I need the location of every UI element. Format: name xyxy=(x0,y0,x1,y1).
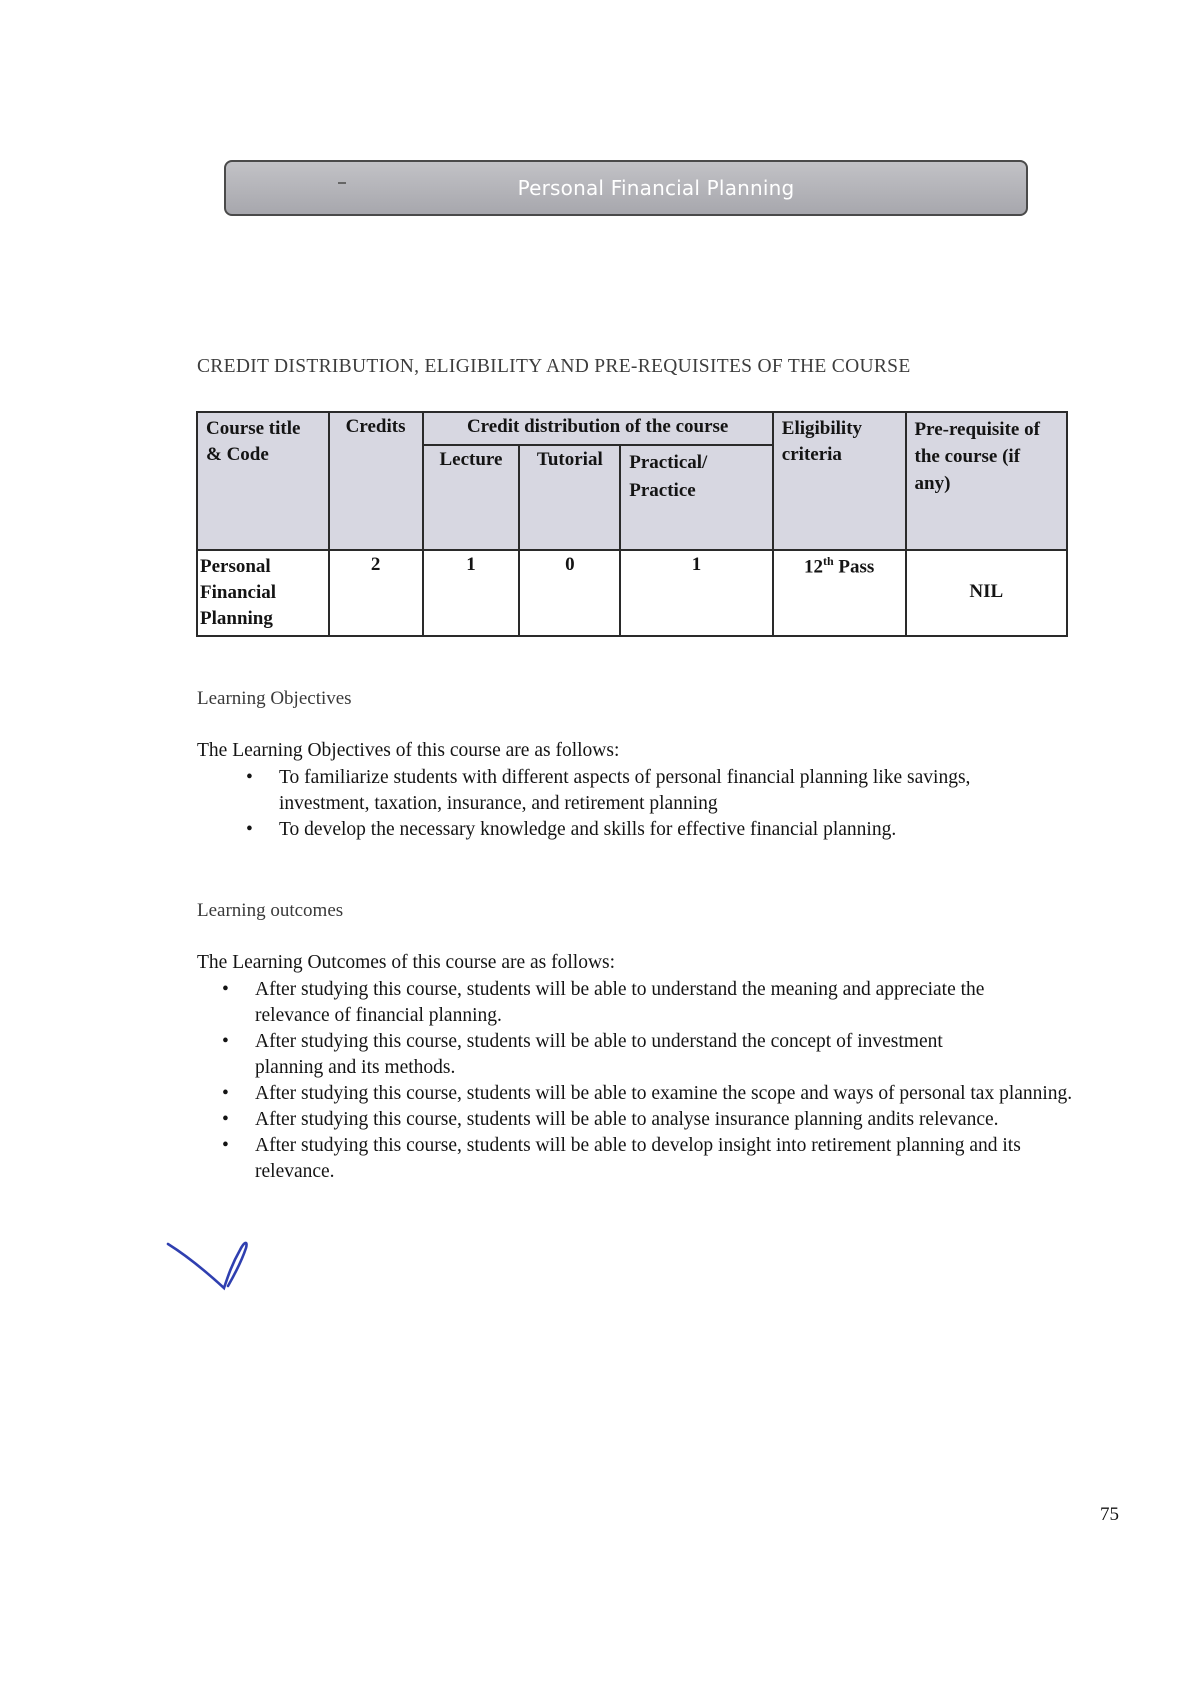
cell-eligibility xyxy=(773,550,906,636)
cell-tutorial: 0 xyxy=(519,550,620,636)
credit-distribution-heading: CREDIT DISTRIBUTION, ELIGIBILITY AND PRE-REQUISITES OF THE COURSE xyxy=(197,356,911,377)
banner-dash xyxy=(338,182,346,184)
header-eligibility xyxy=(773,412,906,550)
header-tutorial: Tutorial xyxy=(519,445,620,550)
table-row xyxy=(197,550,1067,636)
header-eligibility-text: Eligibility criteria xyxy=(781,418,863,465)
bullet-icon: • xyxy=(222,979,229,1000)
header-credits: Credits xyxy=(329,412,423,550)
header-prerequisite xyxy=(906,412,1067,550)
bullet-icon: • xyxy=(222,1083,229,1104)
table-header-row xyxy=(197,412,1067,445)
list-item xyxy=(246,765,1026,817)
header-practical-text: Practical/ Practice xyxy=(629,452,708,501)
signature-icon xyxy=(166,1236,266,1296)
header-lecture: Lecture xyxy=(423,445,520,550)
list-item-text: After studying this course, students will be able to examine the scope and ways of personal tax planning. xyxy=(255,1083,1073,1104)
banner-title: Personal Financial Planning xyxy=(517,176,795,200)
page-number: 75 xyxy=(1100,1504,1119,1525)
learning-objectives-intro: The Learning Objectives of this course are as follows: xyxy=(197,740,620,761)
header-course-title xyxy=(197,412,329,550)
learning-objectives-heading: Learning Objectives xyxy=(197,688,352,709)
cell-course-name xyxy=(197,550,329,636)
cell-credits: 2 xyxy=(329,550,423,636)
credit-distribution-table xyxy=(196,411,1068,637)
list-item xyxy=(246,817,1026,843)
list-item-text: To develop the necessary knowledge and skills for effective financial planning. xyxy=(279,819,897,840)
eligibility-text: Pass xyxy=(838,556,875,578)
header-credit-distribution: Credit distribution of the course xyxy=(423,412,773,445)
cell-practical: 1 xyxy=(620,550,773,636)
cell-lecture: 1 xyxy=(423,550,520,636)
title-banner xyxy=(224,160,1028,216)
header-prerequisite-text: Pre-requisite of the course (if any) xyxy=(914,419,1040,494)
bullet-icon: • xyxy=(222,1135,229,1156)
list-item-text: After studying this course, students will be able to understand the concept of investment planning and its methods. xyxy=(255,1031,943,1078)
list-item xyxy=(222,1029,1130,1081)
list-item xyxy=(222,977,1130,1029)
list-item xyxy=(222,1133,1130,1185)
list-item xyxy=(222,1081,1130,1107)
eligibility-number: 12 xyxy=(803,556,823,578)
list-item xyxy=(222,1107,1130,1133)
cell-course-name-text: Personal Financial Planning xyxy=(200,556,277,629)
header-course-text: Course title & Code xyxy=(206,418,301,465)
cell-prerequisite: NIL xyxy=(906,550,1067,636)
bullet-icon: • xyxy=(222,1031,229,1052)
learning-objectives-list xyxy=(246,765,1026,843)
eligibility-superscript: th xyxy=(822,554,834,568)
learning-outcomes-list xyxy=(222,977,1130,1185)
bullet-icon: • xyxy=(222,1109,229,1130)
list-item-text: After studying this course, students will be able to develop insight into retirement planning and its relevance. xyxy=(255,1135,1021,1182)
header-practical xyxy=(620,445,773,550)
learning-outcomes-heading: Learning outcomes xyxy=(197,900,344,921)
list-item-text: To familiarize students with different aspects of personal financial planning like savings, investment, taxation, insurance, and retirement planning xyxy=(279,767,971,814)
learning-outcomes-intro: The Learning Outcomes of this course are as follows: xyxy=(197,952,616,973)
bullet-icon: • xyxy=(246,819,253,840)
list-item-text: After studying this course, students will be able to understand the meaning and appreciate the relevance of financial planning. xyxy=(255,979,985,1026)
bullet-icon: • xyxy=(246,767,253,788)
list-item-text: After studying this course, students will be able to analyse insurance planning andits relevance. xyxy=(255,1109,999,1130)
